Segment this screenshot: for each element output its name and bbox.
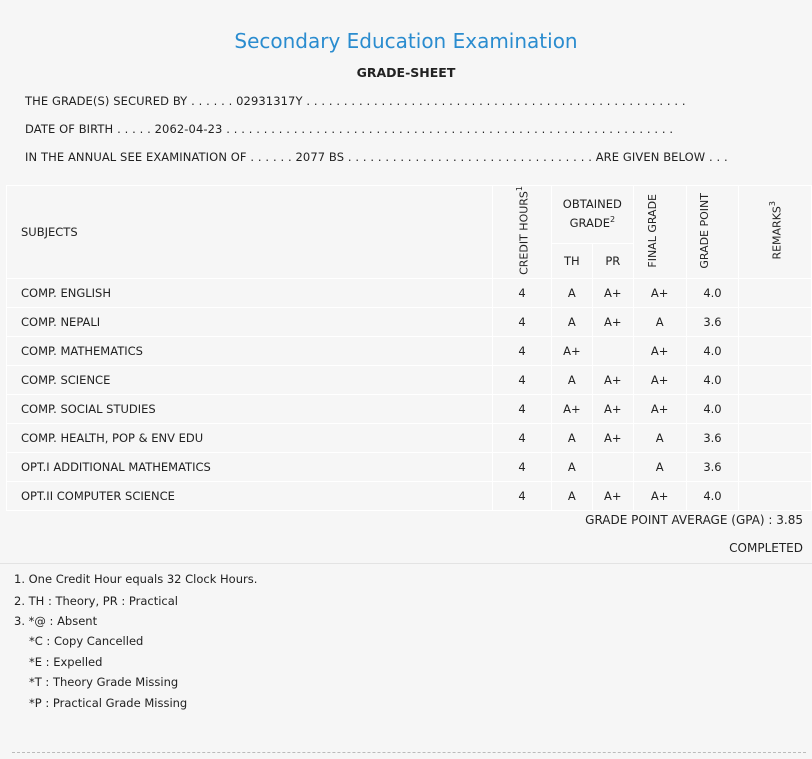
- grade-sheet-heading: GRADE-SHEET: [356, 65, 456, 80]
- final-grade-cell: A: [633, 452, 686, 481]
- table-row: [7, 365, 812, 394]
- remarks-cell: [739, 278, 812, 307]
- subject-cell: COMP. HEALTH, POP & ENV EDU: [7, 423, 493, 452]
- credit-hours-cell: 4: [493, 423, 552, 452]
- pr-grade-cell: A+: [592, 394, 633, 423]
- final-grade-cell: A+: [633, 394, 686, 423]
- subject-cell: COMP. SOCIAL STUDIES: [7, 394, 493, 423]
- remarks-cell: [739, 336, 812, 365]
- gpa-line: [585, 513, 803, 527]
- th-grade-cell: A: [551, 452, 592, 481]
- subject-cell: COMP. NEPALI: [7, 307, 493, 336]
- th-header: TH: [551, 243, 592, 278]
- page-title: Secondary Education Examination: [234, 29, 578, 53]
- grade-point-cell: 4.0: [686, 336, 739, 365]
- symbol-number: 02931317Y: [236, 94, 303, 108]
- table-row: [7, 394, 812, 423]
- credit-hours-cell: 4: [493, 365, 552, 394]
- credit-hours-cell: 4: [493, 452, 552, 481]
- note-1: 1. One Credit Hour equals 32 Clock Hours.: [14, 572, 258, 586]
- secured-by-label: THE GRADE(S) SECURED BY: [25, 94, 188, 108]
- pr-grade-cell: [592, 336, 633, 365]
- grade-point-cell: 3.6: [686, 423, 739, 452]
- remarks-cell: [739, 307, 812, 336]
- exam-label: IN THE ANNUAL SEE EXAMINATION OF: [25, 150, 247, 164]
- pr-grade-cell: A+: [592, 278, 633, 307]
- exam-line: IN THE ANNUAL SEE EXAMINATION OF . . . . . . 2077 BS . . . . . . . . . . . . . . . . . . . . . . . . . . . . . . . . . ARE GIVEN BELOW . . .: [25, 150, 728, 164]
- note-copy-cancelled: *C : Copy Cancelled: [29, 634, 144, 648]
- credit-hours-cell: 4: [493, 336, 552, 365]
- grade-point-header: GRADE POINT: [686, 186, 739, 279]
- table-row: [7, 336, 812, 365]
- credit-hours-header: CREDIT HOURS$^1$: [493, 186, 552, 279]
- dob-line: DATE OF BIRTH . . . . . 2062-04-23 . . . . . . . . . . . . . . . . . . . . . . . . . . . . . . . . . . . . . . . . . . . . . . . . . . . . . . . . . . . .: [25, 122, 674, 136]
- subjects-header: SUBJECTS: [7, 186, 493, 279]
- note-practical-missing: *P : Practical Grade Missing: [29, 696, 188, 710]
- table-row: [7, 307, 812, 336]
- dob-value: 2062-04-23: [154, 122, 223, 136]
- final-grade-cell: A+: [633, 336, 686, 365]
- gpa-value: 3.85: [776, 513, 803, 527]
- obtained-grade-header: OBTAINED GRADE$^2$: [551, 186, 633, 244]
- final-grade-cell: A+: [633, 481, 686, 510]
- remarks-cell: [739, 394, 812, 423]
- pr-grade-cell: A+: [592, 481, 633, 510]
- note-theory-missing: *T : Theory Grade Missing: [29, 675, 179, 689]
- table-row: [7, 278, 812, 307]
- credit-hours-cell: 4: [493, 278, 552, 307]
- final-grade-cell: A: [633, 423, 686, 452]
- grade-point-cell: 3.6: [686, 307, 739, 336]
- table-row: [7, 481, 812, 510]
- remarks-header: REMARKS$^3$: [739, 186, 812, 279]
- table-row: [7, 423, 812, 452]
- th-grade-cell: A: [551, 307, 592, 336]
- credit-hours-cell: 4: [493, 394, 552, 423]
- table-row: [7, 452, 812, 481]
- final-grade-cell: A: [633, 307, 686, 336]
- exam-value: 2077 BS: [295, 150, 345, 164]
- subject-cell: COMP. ENGLISH: [7, 278, 493, 307]
- th-grade-cell: A+: [551, 394, 592, 423]
- th-grade-cell: A+: [551, 336, 592, 365]
- dob-label: DATE OF BIRTH: [25, 122, 114, 136]
- subject-cell: COMP. MATHEMATICS: [7, 336, 493, 365]
- th-grade-cell: A: [551, 365, 592, 394]
- remarks-cell: [739, 481, 812, 510]
- grade-table: [6, 185, 812, 511]
- final-grade-header: FINAL GRADE: [633, 186, 686, 279]
- grade-point-cell: 4.0: [686, 394, 739, 423]
- pr-header: PR: [592, 243, 633, 278]
- note-2: 2. TH : Theory, PR : Practical: [14, 594, 178, 608]
- bottom-dashed-divider: [12, 752, 806, 753]
- th-grade-cell: A: [551, 278, 592, 307]
- final-grade-cell: A+: [633, 278, 686, 307]
- grade-point-cell: 4.0: [686, 365, 739, 394]
- secured-by-line: THE GRADE(S) SECURED BY . . . . . . 02931317Y . . . . . . . . . . . . . . . . . . . . . . . . . . . . . . . . . . . . . . . . . . . . . . . . . . .: [25, 94, 686, 108]
- note-3: 3. *@ : Absent: [14, 614, 98, 628]
- exam-suffix: ARE GIVEN BELOW: [595, 150, 706, 164]
- credit-hours-cell: 4: [493, 307, 552, 336]
- remarks-cell: [739, 452, 812, 481]
- pr-grade-cell: A+: [592, 365, 633, 394]
- note-expelled: *E : Expelled: [29, 655, 103, 669]
- credit-hours-cell: 4: [493, 481, 552, 510]
- subject-cell: OPT.I ADDITIONAL MATHEMATICS: [7, 452, 493, 481]
- final-grade-cell: A+: [633, 365, 686, 394]
- th-grade-cell: A: [551, 481, 592, 510]
- grade-point-cell: 3.6: [686, 452, 739, 481]
- grade-point-cell: 4.0: [686, 278, 739, 307]
- pr-grade-cell: [592, 452, 633, 481]
- gpa-label: GRADE POINT AVERAGE (GPA) :: [585, 513, 773, 527]
- divider: [0, 563, 812, 564]
- th-grade-cell: A: [551, 423, 592, 452]
- grade-point-cell: 4.0: [686, 481, 739, 510]
- pr-grade-cell: A+: [592, 423, 633, 452]
- subject-cell: OPT.II COMPUTER SCIENCE: [7, 481, 493, 510]
- remarks-cell: [739, 365, 812, 394]
- remarks-cell: [739, 423, 812, 452]
- subject-cell: COMP. SCIENCE: [7, 365, 493, 394]
- pr-grade-cell: A+: [592, 307, 633, 336]
- status-text: COMPLETED: [729, 541, 803, 555]
